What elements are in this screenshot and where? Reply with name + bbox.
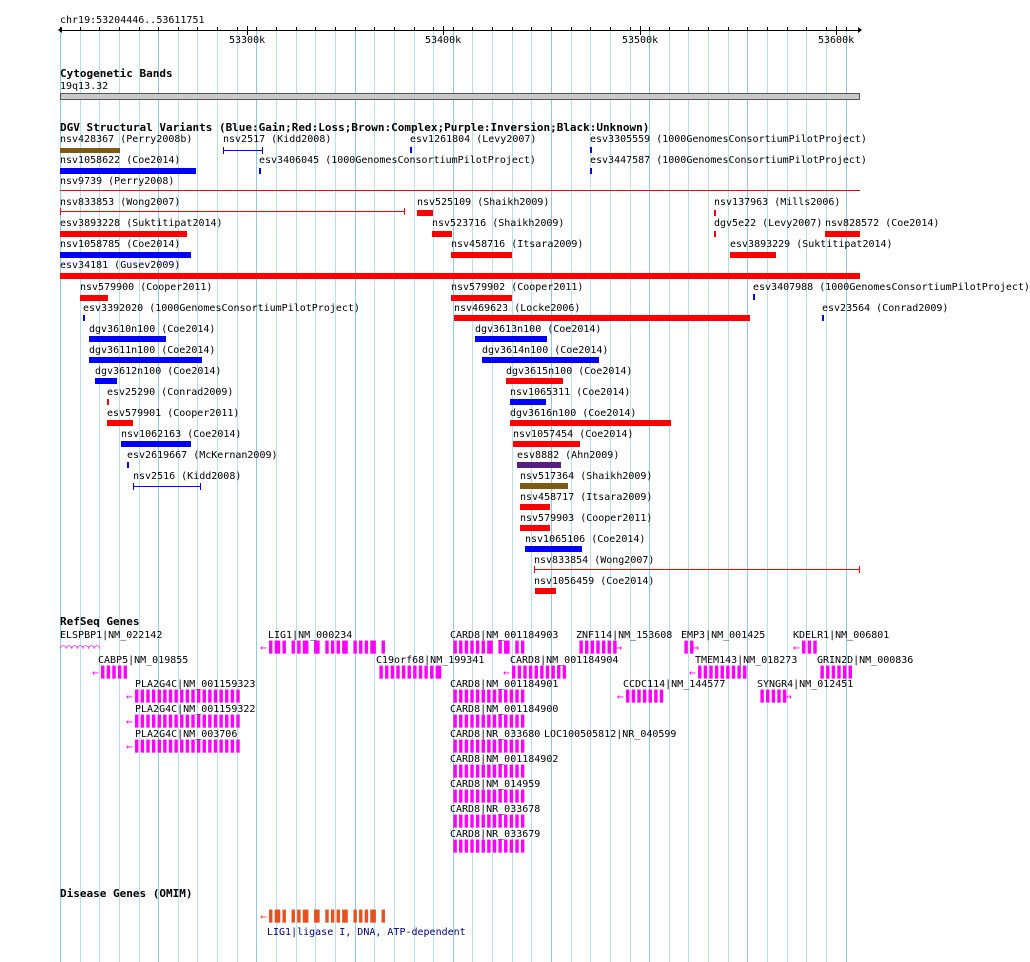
- dgv-feature-label[interactable]: esv23564 (Conrad2009): [822, 303, 949, 314]
- dgv-feature-label[interactable]: nsv523716 (Shaikh2009): [432, 218, 565, 229]
- dgv-feature-end-cap: [404, 208, 405, 215]
- refseq-gene-glyph[interactable]: ←▐▐▌▌▐▐▐▌▐▌▐▐▐▐▌▐▐▐▐▌▐: [260, 641, 384, 654]
- refseq-gene-label[interactable]: CARD8|NR_033680: [450, 729, 541, 740]
- refseq-gene-glyph[interactable]: ▐▐▐▐▐→: [757, 690, 791, 703]
- dgv-feature-bar[interactable]: [714, 231, 716, 237]
- dgv-feature-bar[interactable]: [825, 231, 860, 237]
- ruler-minor-tick: [590, 27, 591, 30]
- dgv-feature-bar[interactable]: [121, 441, 191, 447]
- dgv-feature-label[interactable]: nsv517364 (Shaikh2009): [520, 471, 653, 482]
- refseq-gene-label[interactable]: CARD8|NM_001184903: [450, 630, 559, 641]
- refseq-gene-glyph[interactable]: ▐▐▐▐▐▐▐▐▐▐▐▐▐: [450, 815, 524, 828]
- dgv-feature-end-cap: [60, 208, 61, 215]
- ruler-minor-tick: [492, 27, 493, 30]
- dgv-feature-end-cap: [534, 566, 535, 573]
- dgv-feature-bar[interactable]: [60, 273, 860, 279]
- dgv-feature-bar[interactable]: [822, 315, 824, 321]
- refseq-gene-glyph[interactable]: ←▐▐▐: [793, 641, 816, 654]
- refseq-gene-label[interactable]: PLA2G4C|NM_001159322: [135, 704, 256, 715]
- ruler-minor-tick: [669, 27, 670, 30]
- ruler-minor-tick: [649, 27, 650, 30]
- refseq-gene-label[interactable]: EMP3|NM_001425: [681, 630, 766, 641]
- refseq-gene-label[interactable]: CCDC114|NM_144577: [623, 679, 726, 690]
- refseq-gene-label[interactable]: LOC100505812|NR_040599: [544, 729, 677, 740]
- dgv-feature-label[interactable]: esv3893228 (Suktitipat2014): [60, 218, 223, 229]
- dgv-feature-bar[interactable]: [520, 525, 550, 531]
- refseq-gene-label[interactable]: CARD8|NM_001184902: [450, 754, 559, 765]
- dgv-feature-label[interactable]: nsv579903 (Cooper2011): [520, 513, 653, 524]
- refseq-gene-label[interactable]: CARD8|NM_001184904: [510, 655, 619, 666]
- ruler-minor-tick: [571, 27, 572, 30]
- ruler-minor-tick: [237, 27, 238, 30]
- refseq-gene-glyph[interactable]: ▐▐▐▐▐▐: [817, 666, 851, 679]
- refseq-gene-glyph[interactable]: ←▐▐▐▐▐▐▐▐▐▐▐▐▐▐▐▐▐▐▐: [126, 715, 239, 728]
- dgv-feature-bar[interactable]: [107, 399, 109, 405]
- ruler-minor-tick: [197, 27, 198, 30]
- dgv-feature-label[interactable]: dgv5e22 (Levy2007): [714, 218, 823, 229]
- dgv-feature-label[interactable]: nsv579902 (Cooper2011): [451, 282, 584, 293]
- dgv-feature-label[interactable]: esv3407988 (1000GenomesConsortiumPilotProject): [753, 282, 1030, 293]
- dgv-feature-label[interactable]: esv3406045 (1000GenomesConsortiumPilotProject): [259, 155, 536, 166]
- dgv-feature-bar[interactable]: [714, 210, 716, 216]
- ruler-right-arrow-icon[interactable]: [858, 27, 862, 33]
- refseq-gene-label[interactable]: CARD8|NR_033679: [450, 829, 541, 840]
- dgv-feature-label[interactable]: nsv2516 (Kidd2008): [133, 471, 242, 482]
- dgv-feature-bar[interactable]: [510, 399, 546, 405]
- ruler-minor-tick: [217, 27, 218, 30]
- dgv-feature-end-cap: [200, 483, 201, 490]
- dgv-feature-bar[interactable]: [127, 462, 129, 468]
- ruler-minor-tick: [374, 27, 375, 30]
- dgv-feature-bar[interactable]: [590, 147, 592, 153]
- dgv-feature-label[interactable]: nsv458716 (Itsara2009): [451, 239, 584, 250]
- ruler-minor-tick: [80, 27, 81, 30]
- dgv-feature-bar[interactable]: [417, 210, 433, 216]
- ruler-minor-tick: [747, 27, 748, 30]
- refseq-gene-glyph[interactable]: ▐▐▐▐▐▐▐▐▐▐▐▐▐: [450, 765, 524, 778]
- dgv-feature-label[interactable]: nsv458717 (Itsara2009): [520, 492, 653, 503]
- dgv-feature-bar[interactable]: [506, 378, 563, 384]
- ruler-minor-tick: [256, 27, 257, 30]
- dgv-feature-bar[interactable]: [525, 546, 582, 552]
- ruler-minor-tick: [453, 27, 454, 30]
- dgv-feature-label[interactable]: esv2619667 (McKernan2009): [127, 450, 278, 461]
- dgv-feature-bar[interactable]: [534, 569, 860, 570]
- ruler-minor-tick: [433, 27, 434, 30]
- dgv-feature-label[interactable]: dgv3615n100 (Coe2014): [506, 366, 633, 377]
- dgv-feature-bar[interactable]: [753, 294, 755, 300]
- dgv-feature-end-cap: [223, 147, 224, 154]
- dgv-feature-bar[interactable]: [454, 315, 750, 321]
- dgv-feature-label[interactable]: esv8882 (Ahn2009): [517, 450, 620, 461]
- cytoband-track-title[interactable]: Cytogenetic Bands: [60, 67, 173, 80]
- refseq-gene-glyph[interactable]: ⌒⌒⌒⌒⌒⌒⌒: [60, 641, 100, 654]
- ruler-minor-tick: [119, 27, 120, 30]
- dgv-feature-bar[interactable]: [60, 148, 120, 153]
- refseq-gene-label[interactable]: KDELR1|NM_006801: [793, 630, 890, 641]
- ruler-minor-tick: [630, 27, 631, 30]
- ruler-major-tick: [640, 26, 641, 35]
- cytoband-bar[interactable]: [60, 93, 860, 100]
- ruler-minor-tick: [787, 27, 788, 30]
- refseq-gene-glyph[interactable]: ←▐▐▐▐▐: [92, 666, 126, 679]
- dgv-feature-bar[interactable]: [451, 252, 512, 258]
- dgv-feature-label[interactable]: esv3305559 (1000GenomesConsortiumPilotProject): [590, 134, 867, 145]
- ruler-minor-tick: [315, 27, 316, 30]
- dgv-feature-label[interactable]: esv25290 (Conrad2009): [107, 387, 234, 398]
- refseq-gene-glyph[interactable]: ▐▐▐▐▐▐▐▐▐▐▐▌: [376, 666, 444, 679]
- dgv-feature-bar[interactable]: [432, 231, 452, 237]
- ruler-minor-tick: [846, 27, 847, 30]
- dgv-feature-end-cap: [859, 566, 860, 573]
- ruler-line: [60, 30, 860, 31]
- ruler-minor-tick: [414, 27, 415, 30]
- dgv-feature-label[interactable]: nsv1056459 (Coe2014): [534, 576, 655, 587]
- refseq-gene-glyph[interactable]: ▐▐→: [681, 641, 698, 654]
- dgv-feature-label[interactable]: nsv1062163 (Coe2014): [121, 429, 242, 440]
- dgv-feature-label[interactable]: esv1261804 (Levy2007): [410, 134, 537, 145]
- refseq-gene-label[interactable]: TMEM143|NM_018273: [695, 655, 798, 666]
- dgv-feature-bar[interactable]: [482, 357, 599, 363]
- dgv-feature-end-cap: [133, 483, 134, 490]
- refseq-gene-label[interactable]: CARD8|NM_001184900: [450, 704, 559, 715]
- dgv-feature-label[interactable]: esv3392020 (1000GenomesConsortiumPilotProject): [83, 303, 360, 314]
- dgv-feature-label[interactable]: nsv1058785 (Coe2014): [60, 239, 181, 250]
- dgv-feature-label[interactable]: esv579901 (Cooper2011): [107, 408, 240, 419]
- dgv-feature-end-cap: [262, 147, 263, 154]
- refseq-gene-label[interactable]: CARD8|NR_033678: [450, 804, 541, 815]
- dgv-feature-label[interactable]: dgv3611n100 (Coe2014): [89, 345, 216, 356]
- dgv-feature-bar[interactable]: [410, 147, 412, 153]
- dgv-feature-bar[interactable]: [107, 420, 133, 426]
- dgv-feature-label[interactable]: nsv828572 (Coe2014): [825, 218, 940, 229]
- omim-gene-glyph[interactable]: ←▐▐▌▌▐▐▐▌▐▌▐▐▐▐▌▐▐▐▐▌▐: [260, 910, 384, 923]
- ruler-minor-tick: [296, 27, 297, 30]
- dgv-feature-bar[interactable]: [520, 504, 550, 510]
- dgv-feature-bar[interactable]: [60, 168, 196, 174]
- ruler-minor-tick: [806, 27, 807, 30]
- dgv-feature-label[interactable]: esv34181 (Gusev2009): [60, 260, 181, 271]
- dgv-feature-bar[interactable]: [590, 168, 592, 174]
- ruler-minor-tick: [708, 27, 709, 30]
- refseq-gene-label[interactable]: PLA2G4C|NM_003706: [135, 729, 238, 740]
- ruler-major-tick: [443, 26, 444, 35]
- refseq-gene-label[interactable]: SYNGR4|NM_012451: [757, 679, 854, 690]
- refseq-gene-label[interactable]: CABP5|NM_019855: [98, 655, 189, 666]
- dgv-feature-bar[interactable]: [133, 486, 201, 487]
- dgv-feature-label[interactable]: dgv3610n100 (Coe2014): [89, 324, 216, 335]
- ruler-minor-tick: [767, 27, 768, 30]
- ruler-minor-tick: [335, 27, 336, 30]
- dgv-feature-bar[interactable]: [730, 252, 776, 258]
- refseq-gene-label[interactable]: ELSPBP1|NM_022142: [60, 630, 163, 641]
- location-label: chr19:53204446..53611751: [60, 15, 205, 26]
- refseq-gene-glyph[interactable]: ←▐▐▐▐▐▐▐: [617, 690, 662, 703]
- dgv-feature-label[interactable]: esv3447587 (1000GenomesConsortiumPilotProject): [590, 155, 867, 166]
- dgv-feature-bar[interactable]: [513, 441, 580, 447]
- dgv-feature-bar[interactable]: [451, 295, 512, 301]
- ruler-major-tick: [836, 26, 837, 35]
- refseq-gene-label[interactable]: CARD8|NM_014959: [450, 779, 541, 790]
- ruler-minor-tick: [531, 27, 532, 30]
- omim-track-title[interactable]: Disease Genes (OMIM): [60, 887, 193, 900]
- ruler-minor-tick: [394, 27, 395, 30]
- refseq-gene-glyph[interactable]: ←▐▐▐▐▐▐▐▐▐: [689, 666, 746, 679]
- dgv-feature-label[interactable]: nsv579900 (Cooper2011): [80, 282, 213, 293]
- refseq-gene-label[interactable]: C19orf68|NM_199341: [376, 655, 485, 666]
- refseq-gene-glyph[interactable]: ←▐▐▐▐▐▐▐▐▐▐▐▐▐▐▐▐▐▐▐: [126, 740, 239, 753]
- dgv-feature-label[interactable]: nsv1058622 (Coe2014): [60, 155, 181, 166]
- ruler-minor-tick: [728, 27, 729, 30]
- refseq-gene-glyph[interactable]: ←▐▐▐▐▐▐▐▐▐▐: [503, 666, 565, 679]
- dgv-feature-label[interactable]: nsv469623 (Locke2006): [454, 303, 581, 314]
- dgv-feature-label[interactable]: nsv1065106 (Coe2014): [525, 534, 646, 545]
- ruler-minor-tick: [551, 27, 552, 30]
- dgv-feature-label[interactable]: nsv9739 (Perry2008): [60, 176, 175, 187]
- refseq-gene-label[interactable]: GRIN2D|NM_000836: [817, 655, 914, 666]
- refseq-gene-label[interactable]: PLA2G4C|NM_001159323: [135, 679, 256, 690]
- ruler-minor-tick: [99, 27, 100, 30]
- refseq-gene-glyph[interactable]: ▐▐▐▐▐▐▐▐▐▐▐▐▐: [450, 740, 524, 753]
- dgv-feature-bar[interactable]: [60, 211, 405, 212]
- cytoband-label: 19q13.32: [60, 81, 109, 92]
- dgv-feature-label[interactable]: nsv428367 (Perry2008b): [60, 134, 193, 145]
- refseq-gene-label[interactable]: LIG1|NM_000234: [268, 630, 353, 641]
- refseq-gene-glyph[interactable]: ▐▐▐▐▐▐▐▐▐▐▐▐▐: [450, 840, 524, 853]
- dgv-feature-label[interactable]: nsv1065311 (Coe2014): [510, 387, 631, 398]
- omim-gene-label[interactable]: LIG1|ligase I, DNA, ATP-dependent: [267, 927, 466, 938]
- dgv-feature-bar[interactable]: [83, 315, 85, 321]
- dgv-feature-label[interactable]: nsv137963 (Mills2006): [714, 197, 841, 208]
- dgv-feature-bar[interactable]: [89, 336, 166, 342]
- dgv-feature-label[interactable]: dgv3614n100 (Coe2014): [482, 345, 609, 356]
- refseq-gene-label[interactable]: CARD8|NM_001184901: [450, 679, 559, 690]
- ruler-tick-label: 53400k: [425, 35, 462, 46]
- ruler-minor-tick: [276, 27, 277, 30]
- refseq-gene-glyph[interactable]: ▐▐▐▐▐▐▐▌▐▐▌▐▐: [450, 641, 524, 654]
- dgv-feature-label[interactable]: esv3893229 (Suktitipat2014): [730, 239, 893, 250]
- refseq-track-title[interactable]: RefSeq Genes: [60, 615, 140, 628]
- ruler-minor-tick: [355, 27, 356, 30]
- dgv-feature-label[interactable]: nsv525109 (Shaikh2009): [417, 197, 550, 208]
- dgv-feature-label[interactable]: dgv3612n100 (Coe2014): [95, 366, 222, 377]
- dgv-feature-label[interactable]: dgv3616n100 (Coe2014): [510, 408, 637, 419]
- dgv-feature-bar[interactable]: [60, 231, 187, 237]
- ruler-minor-tick: [158, 27, 159, 30]
- ruler-minor-tick: [826, 27, 827, 30]
- refseq-gene-glyph[interactable]: ▐▐▐▐▐▐▐▐▐▐▐▐▐: [450, 690, 524, 703]
- ruler-minor-tick: [610, 27, 611, 30]
- dgv-feature-label[interactable]: nsv833853 (Wong2007): [60, 197, 181, 208]
- ruler-tick-label: 53500k: [622, 35, 659, 46]
- refseq-gene-glyph[interactable]: ←▐▐▐▐▐▐▐▐▐▐▐▐▐▐▐▐▐▐▐: [126, 690, 239, 703]
- dgv-feature-bar[interactable]: [60, 190, 860, 191]
- ruler-major-tick: [247, 26, 248, 35]
- ruler-minor-tick: [472, 27, 473, 30]
- dgv-feature-bar[interactable]: [517, 462, 561, 468]
- dgv-feature-bar[interactable]: [95, 378, 117, 384]
- dgv-feature-bar[interactable]: [535, 588, 556, 594]
- dgv-feature-bar[interactable]: [510, 420, 671, 426]
- dgv-feature-bar[interactable]: [475, 336, 547, 342]
- ruler-minor-tick: [139, 27, 140, 30]
- ruler-minor-tick: [688, 27, 689, 30]
- ruler-tick-label: 53300k: [229, 35, 266, 46]
- refseq-gene-label[interactable]: ZNF114|NM_153608: [576, 630, 673, 641]
- dgv-feature-bar[interactable]: [520, 483, 568, 489]
- dgv-feature-bar[interactable]: [259, 168, 261, 174]
- ruler-minor-tick: [178, 27, 179, 30]
- dgv-feature-label[interactable]: nsv2517 (Kidd2008): [223, 134, 332, 145]
- refseq-gene-glyph[interactable]: ▐▐▐▐▐▐▐→: [576, 641, 621, 654]
- dgv-feature-bar[interactable]: [89, 357, 202, 363]
- dgv-feature-label[interactable]: nsv1057454 (Coe2014): [513, 429, 634, 440]
- dgv-feature-label[interactable]: dgv3613n100 (Coe2014): [475, 324, 602, 335]
- ruler-tick-label: 53600k: [818, 35, 855, 46]
- ruler-minor-tick: [60, 27, 61, 30]
- dgv-feature-label[interactable]: nsv833854 (Wong2007): [534, 555, 655, 566]
- dgv-track-title[interactable]: DGV Structural Variants (Blue:Gain;Red:Loss;Brown:Complex;Purple:Inversion;Black:Unknown): [60, 121, 650, 134]
- dgv-feature-bar[interactable]: [80, 295, 108, 301]
- dgv-feature-bar[interactable]: [223, 150, 263, 151]
- refseq-gene-glyph[interactable]: ▐▐▐▐▐▐▐▐▐▐▐▐▐: [450, 715, 524, 728]
- dgv-feature-bar[interactable]: [60, 252, 191, 258]
- ruler-minor-tick: [512, 27, 513, 30]
- refseq-gene-glyph[interactable]: ▐▐▐▐▐▐▐▐▐▐▐▐▐: [450, 790, 524, 803]
